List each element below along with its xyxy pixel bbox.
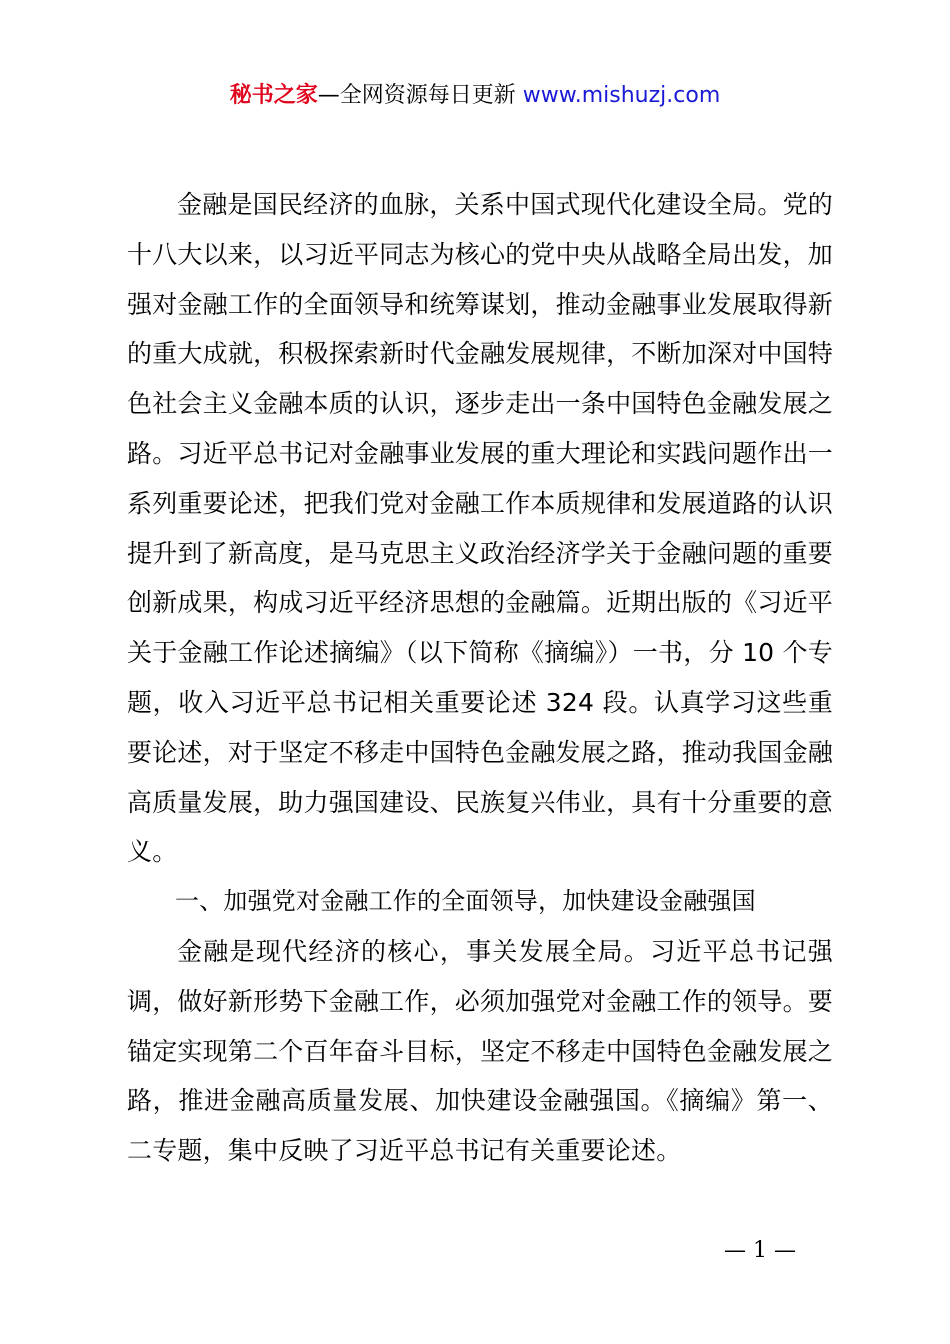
page-number: — 1 — (724, 1238, 796, 1263)
header-tagline: —全网资源每日更新 (317, 83, 516, 108)
brand-name: 秘书之家 (229, 83, 318, 108)
intro-paragraph: 金融是国民经济的血脉，关系中国式现代化建设全局。党的十八大以来，以习近平同志为核心的党中央从战略全局出发，加强对金融工作的全面领导和统筹谋划，推动金融事业发展取得新的重大成就，积极探索新时代金融发展规律，不断加深对中国特色社会主义金融本质的认识，逐步走出一条中国特色金融发展之路。习近平总书记对金融事业发展的重大理论和实践问题作出一系列重要论述，把我们党对金融工作本质规律和发展道路的认识提升到了新高度，是马克思主义政治经济学关于金融问题的重要创新成果，构成习近平经济思想的金融篇。近期出版的《习近平关于金融工作论述摘编》（以下简称《摘编》）一书，分 10 个专题，收入习近平总书记相关重要论述 324 段。认真学习这些重要论述，对于坚定不移走中国特色金融发展之路，推动我国金融高质量发展，助力强国建设、民族复兴伟业，具有十分重要的意义。 (127, 190, 833, 867)
section-paragraph: 金融是现代经济的核心，事关发展全局。习近平总书记强调，做好新形势下金融工作，必须加强党对金融工作的领导。要锚定实现第二个百年奋斗目标，坚定不移走中国特色金融发展之路，推进金融高质量发展、加快建设金融强国。《摘编》第一、二专题，集中反映了习近平总书记有关重要论述。 (127, 936, 833, 1166)
page-header (0, 80, 950, 112)
header-url-link[interactable]: www.mishuzj.com (522, 83, 721, 108)
document-body (127, 180, 833, 1176)
section-heading: 一、加强党对金融工作的全面领导，加快建设金融强国 (175, 887, 756, 916)
